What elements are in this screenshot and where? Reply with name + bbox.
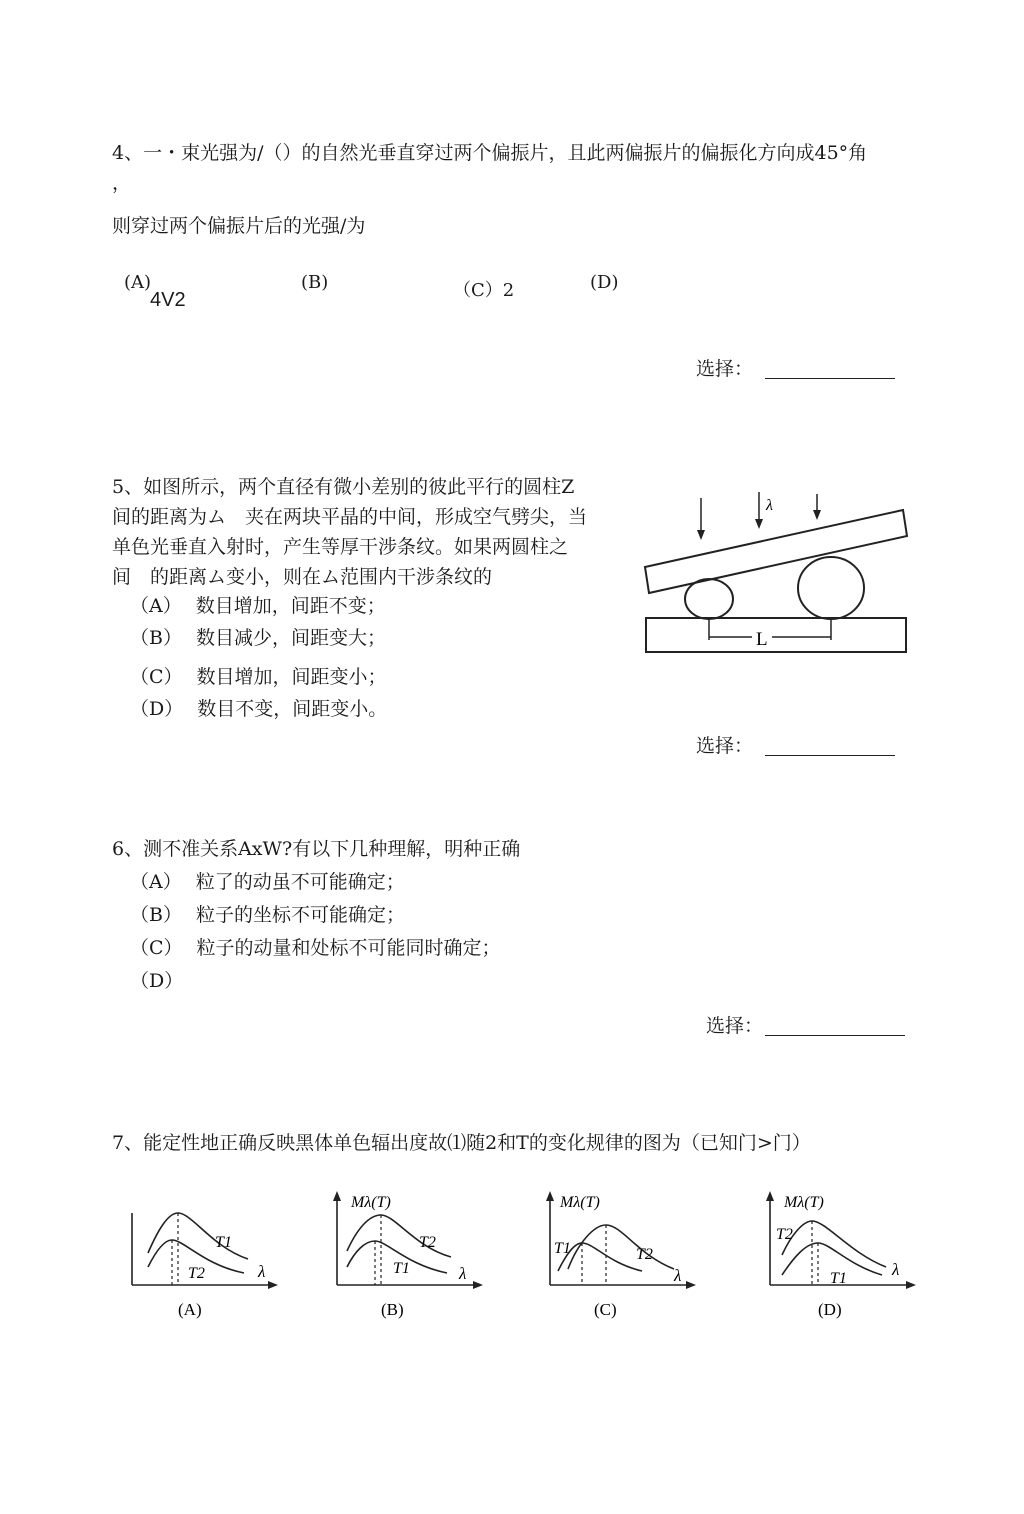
dimension-label-L: L	[756, 629, 768, 650]
wavelength-label: λ	[766, 497, 773, 514]
graph-a-caption: (A)	[178, 1300, 202, 1319]
q4-line1: 4、一・束光强为/（）的自然光垂直穿过两个偏振片，且此两偏振片的偏振化方向成45°角	[112, 142, 868, 164]
q6-option-a-text: 粒了的动虽不可能确定；	[195, 871, 405, 893]
q6-option-b-label: （B）	[130, 904, 182, 926]
q4-answer-blank[interactable]	[765, 358, 895, 379]
q5-option-d-text: 数目不变，间距变小。	[197, 698, 388, 720]
graph-d-caption: (D)	[818, 1300, 842, 1319]
graph-b	[325, 1185, 495, 1325]
q4-option-a: (A)	[124, 272, 152, 293]
q5-option-c	[130, 662, 387, 692]
q6-select-label: 选择：	[706, 1015, 764, 1037]
q6-option-b	[130, 900, 405, 930]
q5-answer-blank[interactable]	[765, 735, 895, 756]
q5-line4: 间 的距离ム变小，则在ム范围内干涉条纹的	[112, 566, 493, 588]
graph-a-curve-upper	[148, 1213, 248, 1259]
graph-d	[758, 1185, 928, 1325]
q6-option-a	[130, 867, 405, 897]
top-glass-plate	[645, 510, 907, 593]
light-arrow-3-head	[813, 510, 821, 520]
graph-c-lower-label: T1	[554, 1240, 571, 1257]
small-cylinder	[685, 579, 733, 619]
graph-d-curve-upper	[782, 1221, 886, 1267]
q4-option-d: (D)	[590, 272, 619, 293]
graph-c-curve-upper	[568, 1225, 674, 1269]
q5-option-b-label: （B）	[130, 627, 182, 649]
q6-option-a-label: （A）	[130, 871, 182, 893]
q4-option-b: (B)	[301, 272, 329, 293]
graph-c-x-label: λ	[674, 1266, 682, 1285]
graph-b-lower-label: T1	[393, 1260, 410, 1277]
graph-c-upper-label: T2	[636, 1246, 653, 1263]
q7-line1: 7、能定性地正确反映黑体单色辐出度故⑴随2和T的变化规律的图为（已知门>门）	[112, 1132, 811, 1154]
q5-option-b-text: 数目减少，间距变大；	[195, 627, 386, 649]
q5-line1: 5、如图所示，两个直径有微小差别的彼此平行的圆柱Z	[112, 476, 575, 498]
graph-b-x-label: λ	[459, 1264, 467, 1283]
q6-option-b-text: 粒子的坐标不可能确定；	[195, 904, 405, 926]
q5-select-label: 选择：	[696, 735, 754, 757]
graph-b-caption: (B)	[381, 1300, 404, 1319]
q5-line2: 间的距离为ム 夹在两块平晶的中间，形成空气劈尖，当	[112, 506, 588, 528]
q5-option-d	[130, 694, 388, 720]
graph-c-y-label: Mλ(T)	[560, 1194, 600, 1211]
graph-d-upper-label: T2	[776, 1226, 793, 1243]
q6-option-c-label: （C）	[130, 937, 183, 959]
q5-option-a	[130, 591, 386, 621]
graph-a-lower-label: T2	[188, 1265, 205, 1282]
q6-line1: 6、测不准关系AxW?有以下几种理解，明种正确	[112, 838, 521, 860]
large-cylinder	[798, 557, 864, 619]
q5-option-a-label: （A）	[130, 595, 182, 617]
q4-option-c: （C）2	[453, 280, 515, 301]
q6-option-d-label: （D）	[130, 970, 184, 992]
q6-option-d	[130, 966, 184, 992]
graph-a-x-label: λ	[258, 1262, 266, 1281]
graph-d-y-label: Mλ(T)	[784, 1194, 824, 1211]
graph-a-upper-label: T1	[215, 1234, 232, 1251]
graph-b-x-arrow	[473, 1281, 483, 1289]
graph-a-x-arrow	[268, 1281, 278, 1289]
graph-d-x-arrow	[906, 1281, 916, 1289]
q6-option-c	[130, 933, 501, 963]
light-arrow-1-head	[697, 530, 705, 540]
q5-option-a-text: 数目增加，间距不变；	[195, 595, 386, 617]
graph-c-y-arrow	[546, 1191, 554, 1201]
graph-b-upper-label: T2	[419, 1234, 436, 1251]
graph-d-x-label: λ	[892, 1260, 900, 1279]
q5-line3: 单色光垂直入射时，产生等厚干涉条纹。如果两圆柱之	[112, 536, 569, 558]
q4-select-label: 选择：	[696, 358, 754, 380]
q4-line3: 则穿过两个偏振片后的光强/为	[112, 215, 366, 237]
graph-c-caption: (C)	[594, 1300, 617, 1319]
graph-d-y-arrow	[766, 1191, 774, 1201]
air-wedge-figure	[630, 480, 920, 660]
q6-answer-blank[interactable]	[765, 1015, 905, 1036]
q5-option-b	[130, 623, 386, 653]
graph-a	[120, 1185, 290, 1325]
q5-option-d-label: （D）	[130, 698, 184, 720]
graph-c-x-arrow	[686, 1281, 696, 1289]
q4-option-a-value: 4V2	[150, 289, 186, 311]
light-arrow-2-head	[755, 519, 763, 529]
graph-b-y-arrow	[333, 1191, 341, 1201]
graph-c	[538, 1185, 708, 1325]
q6-option-c-text: 粒子的动量和处标不可能同时确定；	[196, 937, 501, 959]
q4-line2: ，	[112, 172, 132, 194]
graph-d-lower-label: T1	[830, 1270, 847, 1287]
q5-option-c-label: （C）	[130, 666, 183, 688]
q5-option-c-text: 数目增加，间距变小；	[196, 666, 387, 688]
bottom-glass-plate	[646, 618, 906, 652]
graph-b-y-label: Mλ(T)	[351, 1194, 391, 1211]
